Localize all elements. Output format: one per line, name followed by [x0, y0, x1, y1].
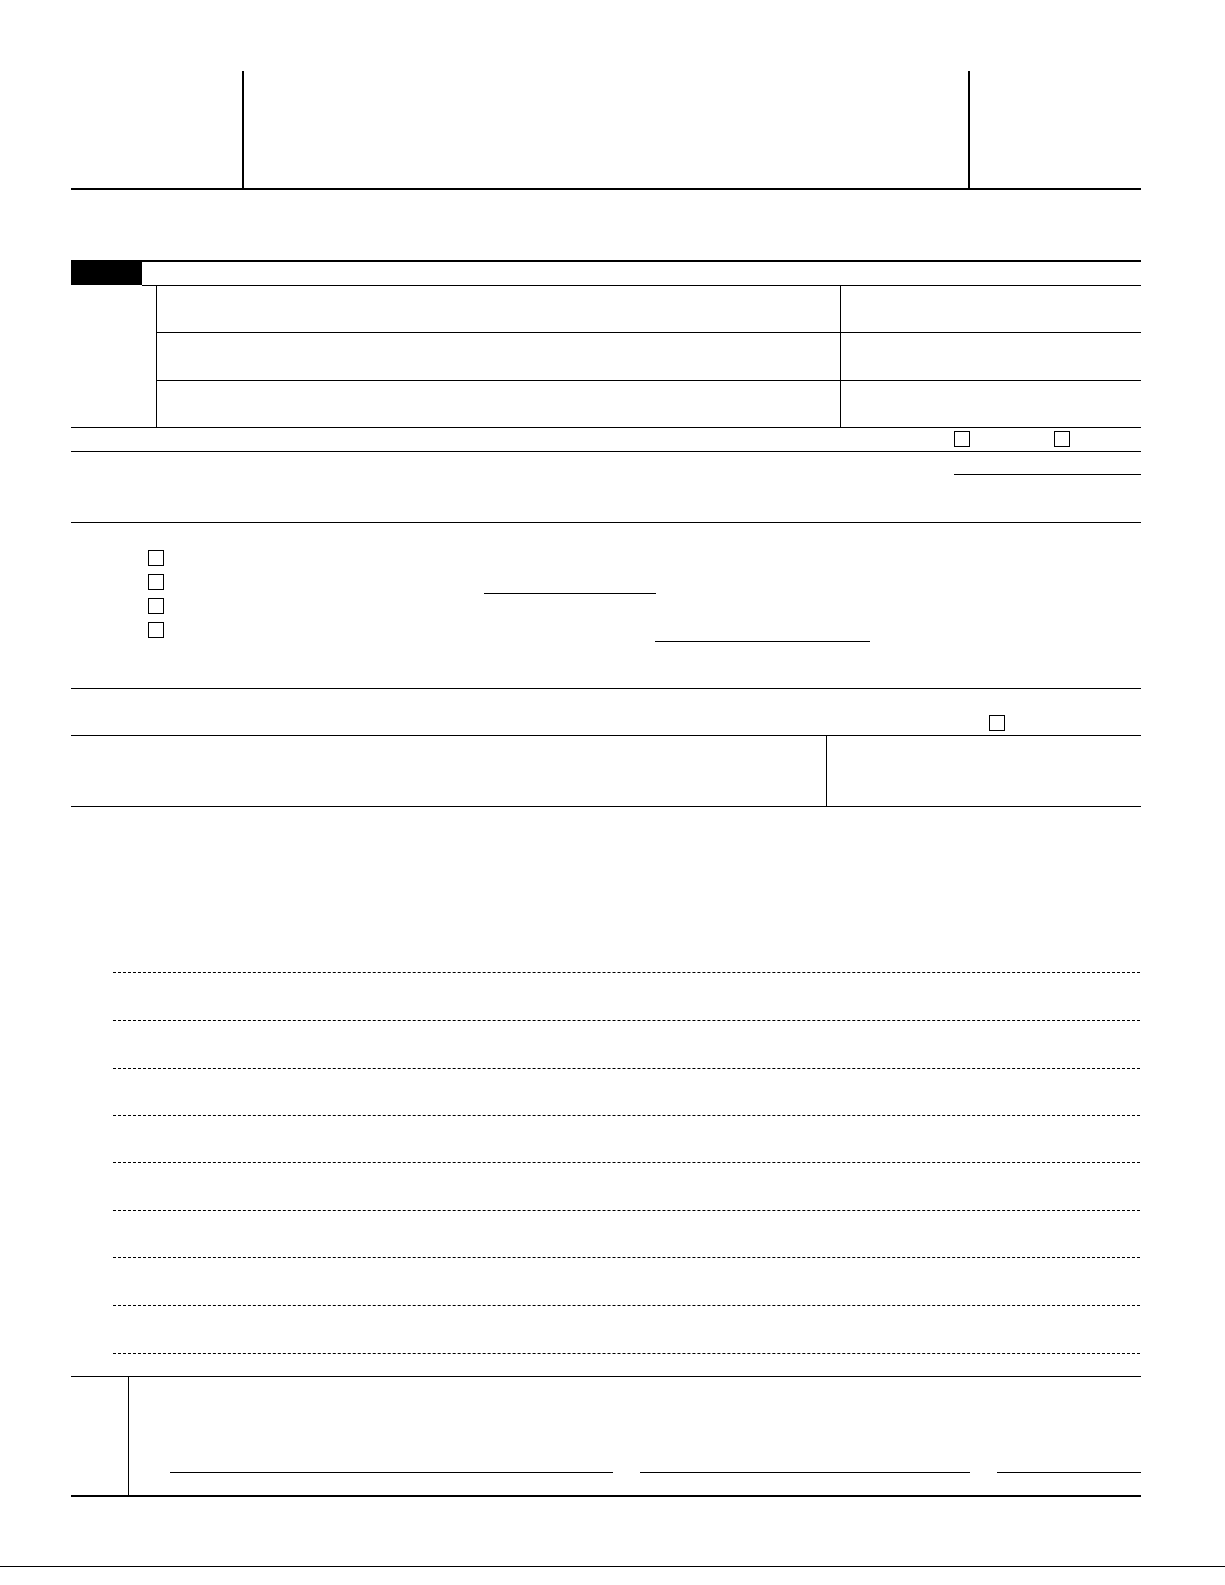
option-4-blank[interactable]	[655, 641, 870, 642]
part-title	[150, 263, 1130, 283]
explanation-line[interactable]	[113, 1115, 1140, 1116]
signature-bottom-rule	[71, 1495, 1141, 1497]
amount-underline[interactable]	[954, 474, 1141, 475]
row-2-value[interactable]	[844, 336, 1138, 378]
row-3-label	[160, 384, 835, 426]
section-rule-3	[71, 735, 1141, 736]
header-form-id-box	[71, 71, 241, 189]
header-title-box	[244, 71, 967, 189]
rows-value-divider	[840, 285, 841, 428]
explanation-line[interactable]	[113, 1210, 1140, 1211]
explanation-line[interactable]	[113, 1020, 1140, 1021]
split-row-right[interactable]	[830, 739, 1138, 803]
single-checkbox[interactable]	[989, 715, 1005, 731]
signature-left-divider	[128, 1376, 129, 1496]
checkbox-row-rule	[71, 451, 1141, 452]
rows-left-divider	[156, 285, 157, 428]
signature-line[interactable]	[170, 1472, 613, 1473]
option-4-checkbox[interactable]	[148, 622, 164, 638]
section-rule-2	[71, 688, 1141, 689]
row-2-label	[160, 336, 835, 378]
explanation-line[interactable]	[113, 1353, 1140, 1354]
explanation-line[interactable]	[113, 972, 1140, 973]
row-1-rule	[156, 332, 1141, 333]
option-3-checkbox[interactable]	[148, 598, 164, 614]
option-1-checkbox[interactable]	[148, 550, 164, 566]
header-omb-box	[970, 71, 1140, 189]
explanation-line[interactable]	[113, 1305, 1140, 1306]
explanation-line[interactable]	[113, 1162, 1140, 1163]
title-line[interactable]	[640, 1472, 970, 1473]
split-row-left[interactable]	[75, 739, 821, 803]
part-tab	[71, 261, 142, 285]
option-2-blank[interactable]	[484, 593, 656, 594]
option-b-checkbox[interactable]	[1054, 431, 1070, 447]
row-3-value[interactable]	[844, 384, 1138, 426]
part-header-rule	[142, 285, 1141, 286]
option-a-checkbox[interactable]	[954, 431, 970, 447]
row-1-value[interactable]	[844, 288, 1138, 330]
explanation-line[interactable]	[113, 1068, 1140, 1069]
explanation-line[interactable]	[113, 1257, 1140, 1258]
section-rule-1	[71, 522, 1141, 523]
part-top-rule	[71, 260, 1141, 262]
header-bottom-rule	[71, 188, 1141, 190]
rows-bottom-rule	[71, 427, 1141, 428]
signature-top-rule	[71, 1376, 1141, 1377]
page-footer-rule	[0, 1566, 1225, 1567]
date-line[interactable]	[997, 1472, 1141, 1473]
row-2-rule	[156, 380, 1141, 381]
row-1-label	[160, 288, 835, 330]
section-rule-4	[71, 806, 1141, 807]
option-2-checkbox[interactable]	[148, 574, 164, 590]
split-row-divider	[826, 735, 827, 806]
